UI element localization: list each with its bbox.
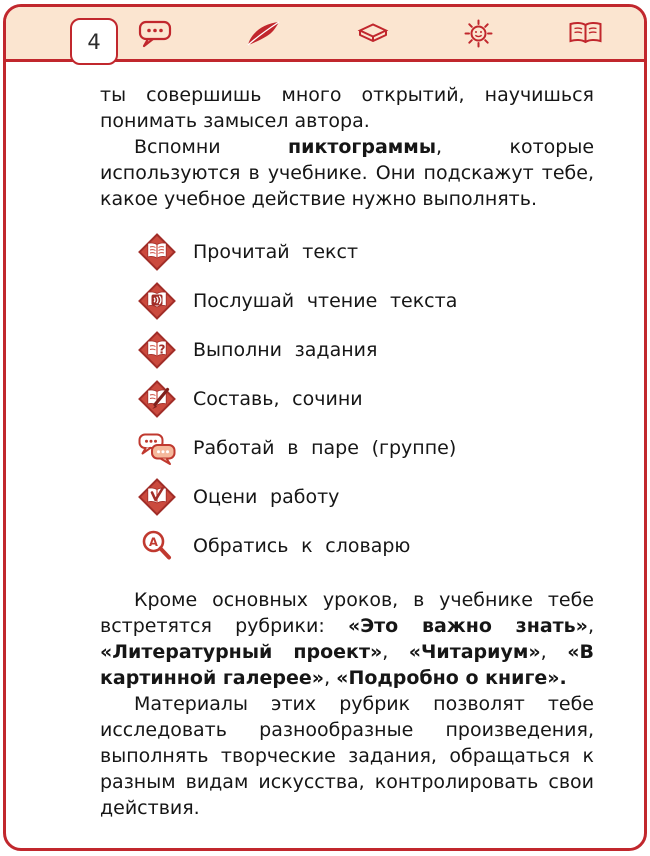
dictionary-search-icon [136, 525, 178, 567]
paragraph-text: ты совершишь много открытий, научишься понимать замысел автора. [100, 84, 594, 132]
book-icon [356, 21, 390, 46]
pictogram-row [136, 325, 594, 374]
page-header [6, 7, 644, 62]
header-icon-row [138, 7, 604, 59]
page-number-tab [70, 18, 118, 65]
paragraph-continuation [100, 82, 594, 134]
pictogram-label: Послушай чтение текста [193, 289, 458, 312]
do-tasks-icon [136, 329, 178, 371]
svg-text:?: ? [158, 342, 166, 356]
rubric-separator: , [324, 667, 337, 689]
page-frame [3, 4, 647, 851]
rubric-name: «Читариум» [408, 641, 541, 663]
pictogram-label: Выполни задания [193, 338, 378, 361]
pictogram-row [136, 227, 594, 276]
pictogram-row [136, 521, 594, 570]
speech-bubble-icon [138, 19, 172, 48]
compose-icon [136, 378, 178, 420]
rubric-name: «Подробно о книге». [336, 667, 567, 689]
page-number: 4 [87, 29, 101, 54]
listen-reading-icon [136, 280, 178, 322]
paragraph-pictograms-intro [100, 134, 594, 212]
sun-icon [463, 18, 494, 49]
paragraph-materials [100, 691, 594, 821]
pictogram-row [136, 472, 594, 521]
rubric-name: «В картинной галерее» [100, 641, 594, 689]
pictogram-label: Прочитай текст [193, 240, 359, 263]
pictogram-label: Работай в паре (группе) [193, 436, 457, 459]
pair-work-icon [136, 427, 178, 469]
rubric-separator: , [587, 615, 595, 637]
quill-icon [245, 20, 282, 47]
pictogram-row [136, 374, 594, 423]
pictogram-label: Составь, сочини [193, 387, 363, 410]
read-text-icon [136, 231, 178, 273]
paragraph-rubrics [100, 587, 594, 691]
paragraph-text: Вспомни [134, 136, 289, 158]
pictogram-label: Обратись к словарю [193, 534, 411, 557]
open-book-icon [567, 20, 604, 46]
rubric-name: «Литературный проект» [100, 641, 383, 663]
pictogram-label: Оцени работу [193, 485, 340, 508]
pictogram-list [136, 227, 594, 570]
rubric-name: «Это важно знать» [347, 615, 588, 637]
paragraph-text: , которые используются в учебнике. Они подскажут тебе, какое учебное действие нужно выполнять. [100, 136, 595, 210]
evaluate-icon [136, 476, 178, 518]
paragraph-text: Материалы этих рубрик позволят тебе исследовать разнообразные произведения, выполнять творческие задания, обращаться к разным видам искусства, контролировать свои действия. [100, 693, 594, 819]
paragraph-text: Кроме основных уроков, в учебнике тебе встретятся рубрики: [100, 589, 594, 637]
svg-text:А: А [149, 534, 158, 549]
rubric-separator: , [382, 641, 409, 663]
rubric-separator: , [540, 641, 568, 663]
pictogram-row [136, 423, 594, 472]
page-content [6, 62, 644, 848]
bold-term: пиктограммы [288, 136, 437, 158]
pictogram-row [136, 276, 594, 325]
